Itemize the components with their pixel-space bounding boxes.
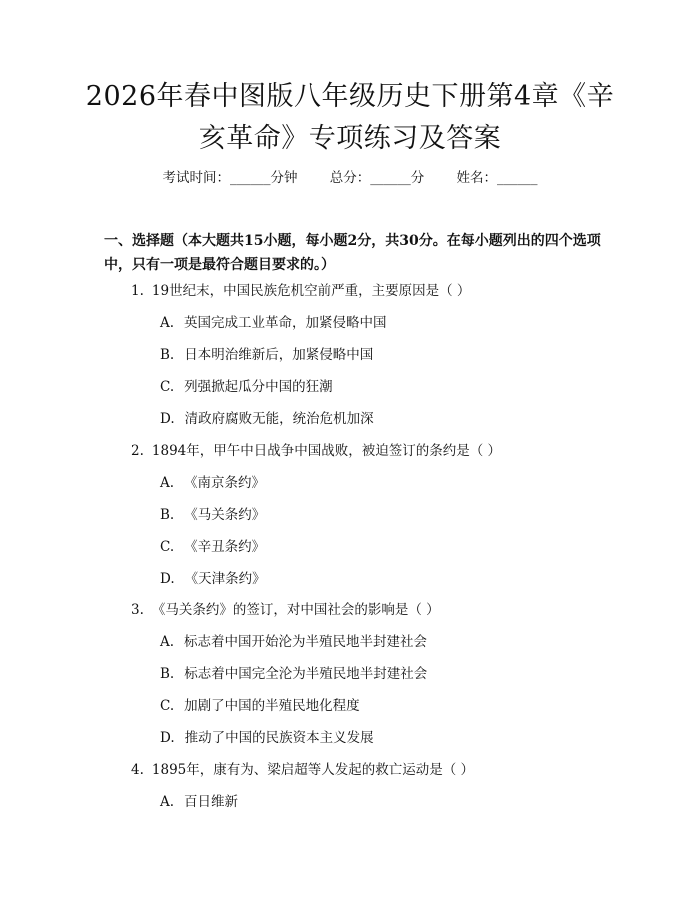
question-text: 19世纪末，中国民族危机空前严重，主要原因是（ ） xyxy=(151,283,471,299)
question-2-option-c xyxy=(160,537,265,557)
question-number: 4. xyxy=(131,762,144,778)
question-4-option-a xyxy=(160,792,238,812)
option-text: 《辛丑条约》 xyxy=(184,539,266,555)
option-text: 标志着中国完全沦为半殖民地半封建社会 xyxy=(184,666,428,682)
option-text: 英国完成工业革命，加紧侵略中国 xyxy=(184,315,387,331)
option-text: 清政府腐败无能，统治危机加深 xyxy=(184,411,374,427)
option-letter: D. xyxy=(160,571,175,587)
option-text: 推动了中国的民族资本主义发展 xyxy=(184,730,374,746)
question-3-option-a xyxy=(160,632,427,652)
option-letter: A. xyxy=(160,475,175,491)
exam-name: 姓名：______ xyxy=(456,170,538,186)
option-text: 加剧了中国的半殖民地化程度 xyxy=(184,698,360,714)
option-text: 标志着中国开始沦为半殖民地半封建社会 xyxy=(184,634,428,650)
section-heading: 一、选择题（本大题共15小题，每小题2分，共30分。在每小题列出的四个选项中，只有一项是最符合题目要求的。） xyxy=(104,233,601,273)
question-3-option-d xyxy=(160,728,374,748)
question-1-option-c xyxy=(160,377,333,397)
option-text: 百日维新 xyxy=(184,794,239,810)
option-letter: A. xyxy=(160,315,175,331)
question-2-option-a xyxy=(160,473,265,493)
option-letter: B. xyxy=(160,347,175,363)
option-letter: C. xyxy=(160,539,175,555)
option-letter: A. xyxy=(160,794,175,810)
question-1-option-d xyxy=(160,409,374,429)
question-2-option-b xyxy=(160,505,265,525)
document-title: 2026年春中图版八年级历史下册第4章《辛亥革命》专项练习及答案 xyxy=(85,81,615,154)
question-1-option-a xyxy=(160,313,387,333)
option-letter: C. xyxy=(160,698,175,714)
question-2-option-d xyxy=(160,569,266,589)
option-text: 日本明治维新后，加紧侵略中国 xyxy=(184,347,374,363)
question-4 xyxy=(131,760,474,780)
question-1-option-b xyxy=(160,345,373,365)
question-2 xyxy=(131,441,501,461)
option-text: 《马关条约》 xyxy=(184,507,266,523)
option-letter: B. xyxy=(160,507,175,523)
option-letter: A. xyxy=(160,634,175,650)
option-text: 《天津条约》 xyxy=(184,571,266,587)
option-letter: D. xyxy=(160,730,175,746)
question-text: 1895年，康有为、梁启超等人发起的救亡运动是（ ） xyxy=(151,762,475,778)
option-letter: B. xyxy=(160,666,175,682)
option-letter: D. xyxy=(160,411,175,427)
question-number: 3. xyxy=(131,602,144,618)
exam-meta xyxy=(0,168,700,188)
question-3-option-b xyxy=(160,664,427,684)
option-text: 列强掀起瓜分中国的狂潮 xyxy=(184,379,333,395)
question-3 xyxy=(131,600,440,620)
question-number: 2. xyxy=(131,443,144,459)
question-text: 1894年，甲午中日战争中国战败，被迫签订的条约是（ ） xyxy=(151,443,502,459)
option-text: 《南京条约》 xyxy=(184,475,266,491)
question-number: 1. xyxy=(131,283,144,299)
question-3-option-c xyxy=(160,696,360,716)
exam-score: 总分：______分 xyxy=(329,170,425,186)
exam-time: 考试时间：______分钟 xyxy=(162,170,298,186)
question-text: 《马关条约》的签订，对中国社会的影响是（ ） xyxy=(151,602,440,618)
question-1 xyxy=(131,281,470,301)
option-letter: C. xyxy=(160,379,175,395)
